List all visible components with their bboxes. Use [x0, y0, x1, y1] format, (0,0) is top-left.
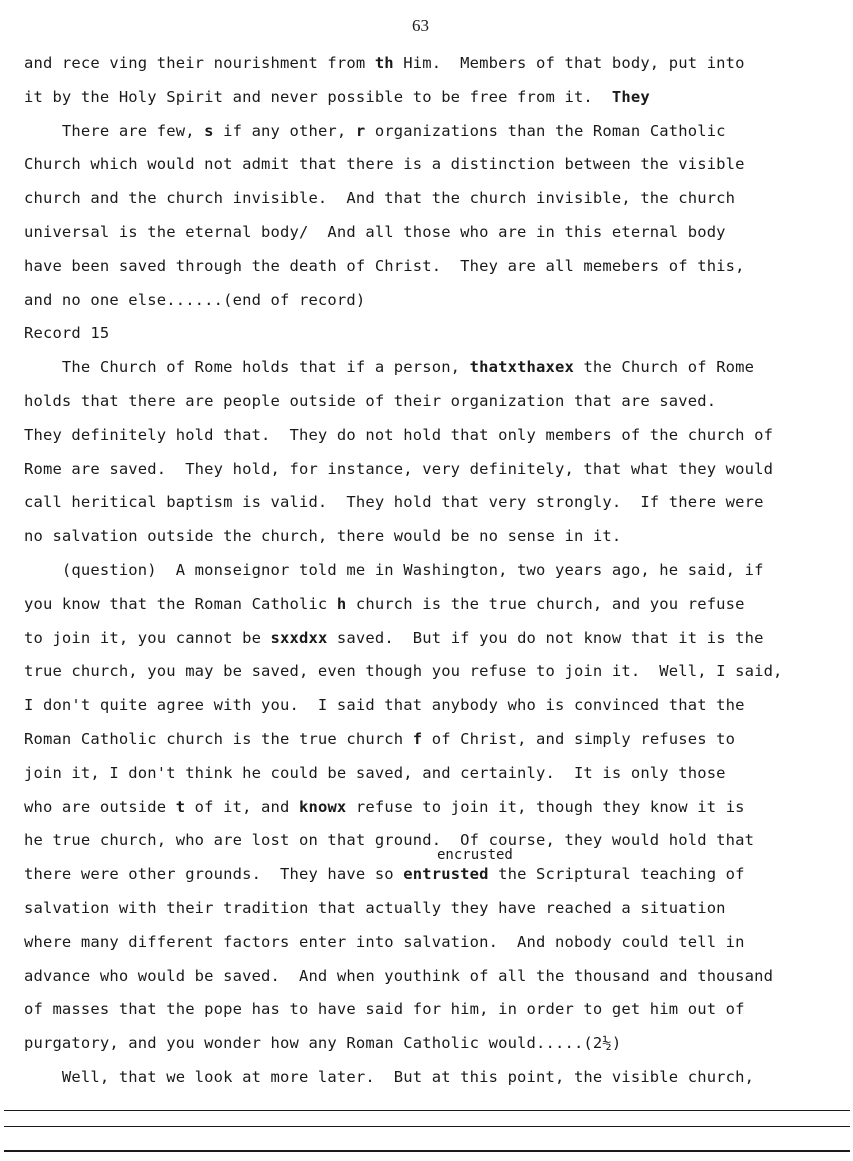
text-segment: true church, you may be saved, even though you refuse to join it. Well, I said,: [24, 662, 783, 681]
text-segment: he true church, who are lost on that ground. Of course, they would hold that: [24, 831, 755, 850]
text-segment: The Church of Rome holds that if a person,: [24, 358, 470, 377]
text-segment: who are outside: [24, 797, 176, 816]
text-segment: Rome are saved. They hold, for instance, very definitely, that what they would: [24, 459, 774, 478]
text-segment: Record 15: [24, 324, 110, 343]
text-line: [24, 764, 726, 782]
text-segment: of it, and: [185, 797, 299, 816]
text-line: [24, 1034, 621, 1052]
struck-out-text: entrusted: [403, 865, 489, 884]
text-line: [24, 933, 745, 951]
text-segment: it by the Holy Spirit and never possible to be free from it.: [24, 87, 612, 106]
struck-out-text: f: [412, 730, 423, 748]
text-segment: salvation with their tradition that actually they have reached a situation: [24, 899, 726, 917]
text-line: [24, 798, 745, 816]
text-line: [24, 189, 735, 207]
text-line: [24, 426, 773, 444]
text-segment: call heritical baptism is valid. They hold that very strongly. If there were: [24, 493, 764, 512]
struck-out-text: thatxthaxex: [469, 358, 574, 377]
text-line: [24, 460, 773, 478]
text-segment: of Christ, and simply refuses to: [422, 730, 736, 748]
text-segment: Roman Catholic church is the true church: [24, 730, 413, 748]
text-line: [24, 831, 754, 849]
text-line: [24, 1000, 745, 1018]
struck-out-text: r: [355, 121, 366, 140]
text-line: [24, 324, 109, 342]
text-line: [24, 122, 726, 140]
struck-out-text: t: [175, 797, 186, 816]
text-segment: advance who would be saved. And when youthink of all the thousand and thousand: [24, 966, 774, 985]
text-segment: and no one else......(end of record): [24, 290, 366, 309]
page-number: 63: [412, 16, 429, 35]
text-line: [24, 493, 764, 511]
struck-out-text: knowx: [299, 797, 347, 816]
text-line: [24, 629, 764, 647]
text-segment: Him. Members of that body, put into: [393, 54, 745, 72]
text-segment: I don't quite agree with you. I said that anybody who is convinced that the: [24, 696, 745, 715]
text-segment: no salvation outside the church, there would be no sense in it.: [24, 527, 622, 546]
text-segment: universal is the eternal body/ And all those who are in this eternal body: [24, 223, 726, 241]
struck-out-text: h: [336, 594, 347, 613]
footer-rule-bottom: [4, 1150, 850, 1152]
text-line: [24, 291, 365, 309]
footer-rule-middle: [4, 1126, 850, 1127]
text-line: [24, 865, 745, 883]
text-line: [24, 223, 726, 241]
text-segment: where many different factors enter into salvation. And nobody could tell in: [24, 932, 745, 951]
interlinear-correction: encrusted: [437, 847, 513, 863]
text-segment: of masses that the pope has to have said for him, in order to get him out of: [24, 1000, 745, 1019]
text-segment: have been saved through the death of Christ. They are all memebers of this,: [24, 256, 745, 275]
text-segment: to join it, you cannot be: [24, 628, 271, 647]
text-segment: purgatory, and you wonder how any Roman Catholic would.....(2½): [24, 1034, 622, 1053]
text-line: [24, 1068, 754, 1086]
text-segment: Well, that we look at more later. But at this point, the visible church,: [24, 1068, 755, 1086]
text-line: [24, 696, 745, 714]
text-segment: and rece ving their nourishment from: [24, 54, 375, 72]
text-line: [24, 561, 764, 579]
text-segment: church is the true church, and you refuse: [346, 594, 745, 613]
text-segment: refuse to join it, though they know it is: [346, 797, 745, 816]
text-segment: Church which would not admit that there is a distinction between the visible: [24, 155, 745, 174]
text-line: [24, 527, 621, 545]
text-line: [24, 899, 726, 917]
text-segment: join it, I don't think he could be saved, and certainly. It is only those: [24, 763, 726, 782]
text-segment: you know that the Roman Catholic: [24, 594, 337, 613]
struck-out-text: th: [374, 54, 394, 72]
text-segment: There are few,: [24, 121, 205, 140]
text-segment: church and the church invisible. And that the church invisible, the church: [24, 189, 736, 208]
text-line: [24, 358, 754, 376]
text-segment: saved. But if you do not know that it is the: [327, 628, 764, 647]
text-segment: organizations than the Roman Catholic: [365, 121, 726, 140]
text-segment: if any other,: [213, 121, 356, 140]
text-line: [24, 392, 716, 410]
text-segment: holds that there are people outside of their organization that are saved.: [24, 392, 717, 410]
text-line: [24, 595, 745, 613]
text-segment: the Scriptural teaching of: [488, 865, 745, 884]
struck-out-text: s: [204, 121, 214, 140]
text-line: [24, 967, 773, 985]
text-line: [24, 155, 745, 173]
text-line: [24, 730, 735, 748]
struck-out-text: They: [611, 87, 650, 106]
text-segment: there were other grounds. They have so: [24, 865, 404, 884]
text-line: [24, 54, 745, 72]
text-segment: They definitely hold that. They do not hold that only members of the church of: [24, 425, 774, 444]
struck-out-text: sxxdxx: [270, 628, 328, 647]
text-segment: (question) A monseignor told me in Washington, two years ago, he said, if: [24, 561, 764, 579]
text-line: [24, 257, 745, 275]
text-segment: the Church of Rome: [573, 358, 755, 377]
footer-rule-top: [4, 1110, 850, 1111]
text-line: [24, 662, 783, 680]
text-line: [24, 88, 650, 106]
